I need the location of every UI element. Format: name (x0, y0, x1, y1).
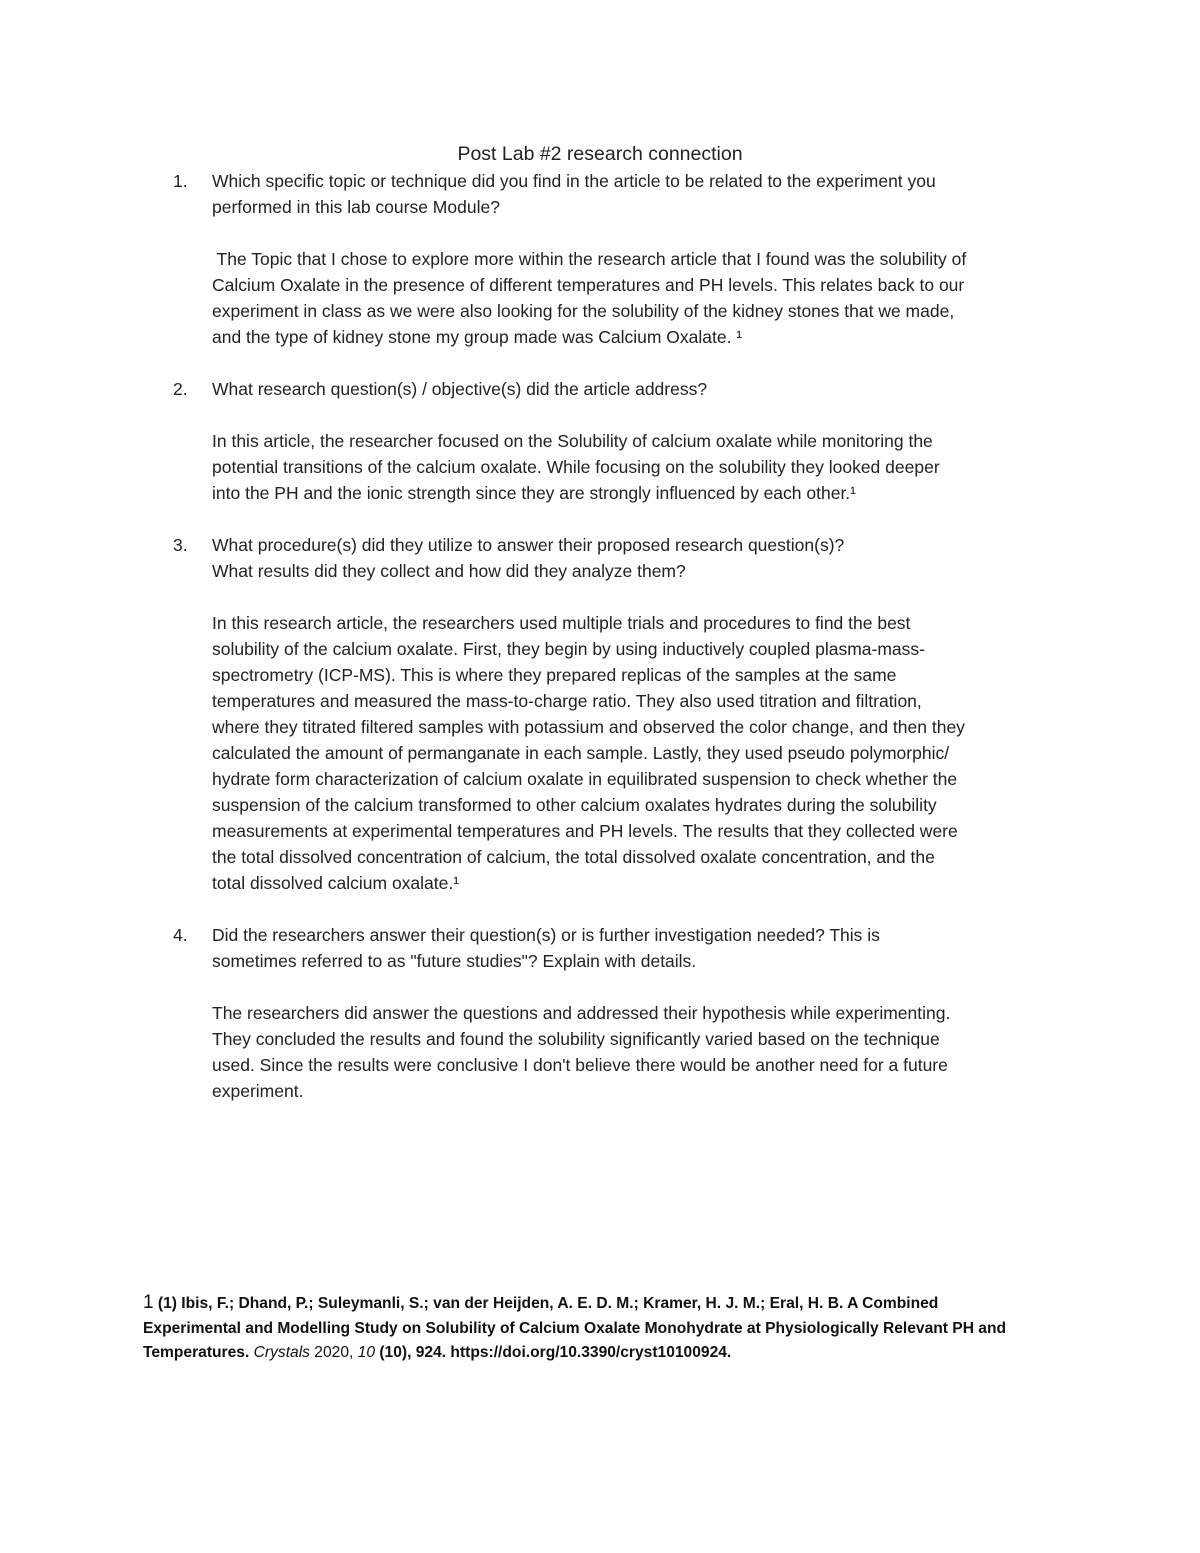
question-line: Which specific topic or technique did you find in the article to be related to the experiment you (212, 171, 936, 191)
question-line: What results did they collect and how did they analyze them? (212, 561, 686, 581)
answer-line: spectrometry (ICP-MS). This is where they prepared replicas of the samples at the same (212, 665, 897, 685)
question-item (0, 532, 1200, 896)
question-line: performed in this lab course Module? (212, 197, 500, 217)
page-title: Post Lab #2 research connection (457, 143, 743, 165)
answer-line: The Topic that I chose to explore more within the research article that I found was the solubility of (212, 249, 967, 269)
citation-doi[interactable]: (10), 924. https://doi.org/10.3390/cryst10100924. (375, 1344, 732, 1361)
answer-line: hydrate form characterization of calcium oxalate in equilibrated suspension to check whether the (212, 769, 958, 789)
question-line: sometimes referred to as "future studies"? Explain with details. (212, 951, 697, 971)
answer-line: In this article, the researcher focused on the Solubility of calcium oxalate while monitoring the (212, 431, 933, 451)
question-text (212, 168, 1062, 220)
answer-line: measurements at experimental temperatures and PH levels. The results that they collected were (212, 821, 958, 841)
citation-journal: Crystals (253, 1344, 310, 1361)
answer-line: In this research article, the researchers used multiple trials and procedures to find the best (212, 613, 911, 633)
answer-line: used. Since the results were conclusive I don't believe there would be another need for a future (212, 1055, 948, 1075)
question-line: What procedure(s) did they utilize to answer their proposed research question(s)? (212, 535, 845, 555)
citation-marker: 1 (143, 1292, 154, 1313)
citation-year: 2020, (309, 1344, 358, 1361)
answer-line: experiment. (212, 1081, 304, 1101)
answer-paragraph (212, 246, 1062, 350)
answer-line: The researchers did answer the questions and addressed their hypothesis while experimenting. (212, 1003, 951, 1023)
citation-line (143, 1341, 1073, 1366)
citation-line (143, 1291, 1073, 1317)
citation-text: Temperatures. (143, 1344, 254, 1361)
question-item (0, 922, 1200, 1104)
answer-line: experiment in class as we were also looking for the solubility of the kidney stones that we made, (212, 301, 955, 321)
answer-line: potential transitions of the calcium oxalate. While focusing on the solubility they looked deeper (212, 457, 940, 477)
question-item (0, 376, 1200, 506)
answer-line: solubility of the calcium oxalate. First, they begin by using inductively coupled plasma-mass- (212, 639, 925, 659)
question-text (212, 532, 1062, 584)
citation-text: (1) Ibis, F.; Dhand, P.; Suleymanli, S.; van der Heijden, A. E. D. M.; Kramer, H. J. M.; Eral, H. B. A Combined (153, 1295, 939, 1312)
answer-line: temperatures and measured the mass-to-charge ratio. They also used titration and filtration, (212, 691, 922, 711)
question-line: Did the researchers answer their question(s) or is further investigation needed? This is (212, 925, 880, 945)
citation-volume: 10 (357, 1344, 376, 1361)
question-item (0, 168, 1200, 350)
answer-line: into the PH and the ionic strength since they are strongly influenced by each other.¹ (212, 483, 856, 503)
answer-line: suspension of the calcium transformed to other calcium oxalates hydrates during the solubility (212, 795, 937, 815)
answer-paragraph (212, 1000, 1062, 1104)
answer-line: They concluded the results and found the solubility significantly varied based on the technique (212, 1029, 940, 1049)
answer-line: Calcium Oxalate in the presence of different temperatures and PH levels. This relates back to our (212, 275, 965, 295)
question-list (0, 168, 1200, 1104)
question-number: 4. (173, 925, 188, 945)
answer-line: the total dissolved concentration of calcium, the total dissolved oxalate concentration, and the (212, 847, 935, 867)
answer-line: where they titrated filtered samples with potassium and observed the color change, and then they (212, 717, 965, 737)
question-number: 3. (173, 535, 188, 555)
citation-line: Experimental and Modelling Study on Solubility of Calcium Oxalate Monohydrate at Physiologically Relevant PH and (143, 1319, 1007, 1337)
question-text (212, 922, 1062, 974)
question-text (212, 376, 1062, 402)
answer-paragraph (212, 610, 1062, 896)
answer-paragraph (212, 428, 1062, 506)
citation-footnote (143, 1291, 1073, 1366)
question-number: 2. (173, 379, 188, 399)
answer-line: calculated the amount of permanganate in each sample. Lastly, they used pseudo polymorphic/ (212, 743, 950, 763)
answer-line: total dissolved calcium oxalate.¹ (212, 873, 460, 893)
question-line: What research question(s) / objective(s) did the article address? (212, 379, 708, 399)
answer-line: and the type of kidney stone my group made was Calcium Oxalate. ¹ (212, 327, 743, 347)
question-number: 1. (173, 171, 188, 191)
